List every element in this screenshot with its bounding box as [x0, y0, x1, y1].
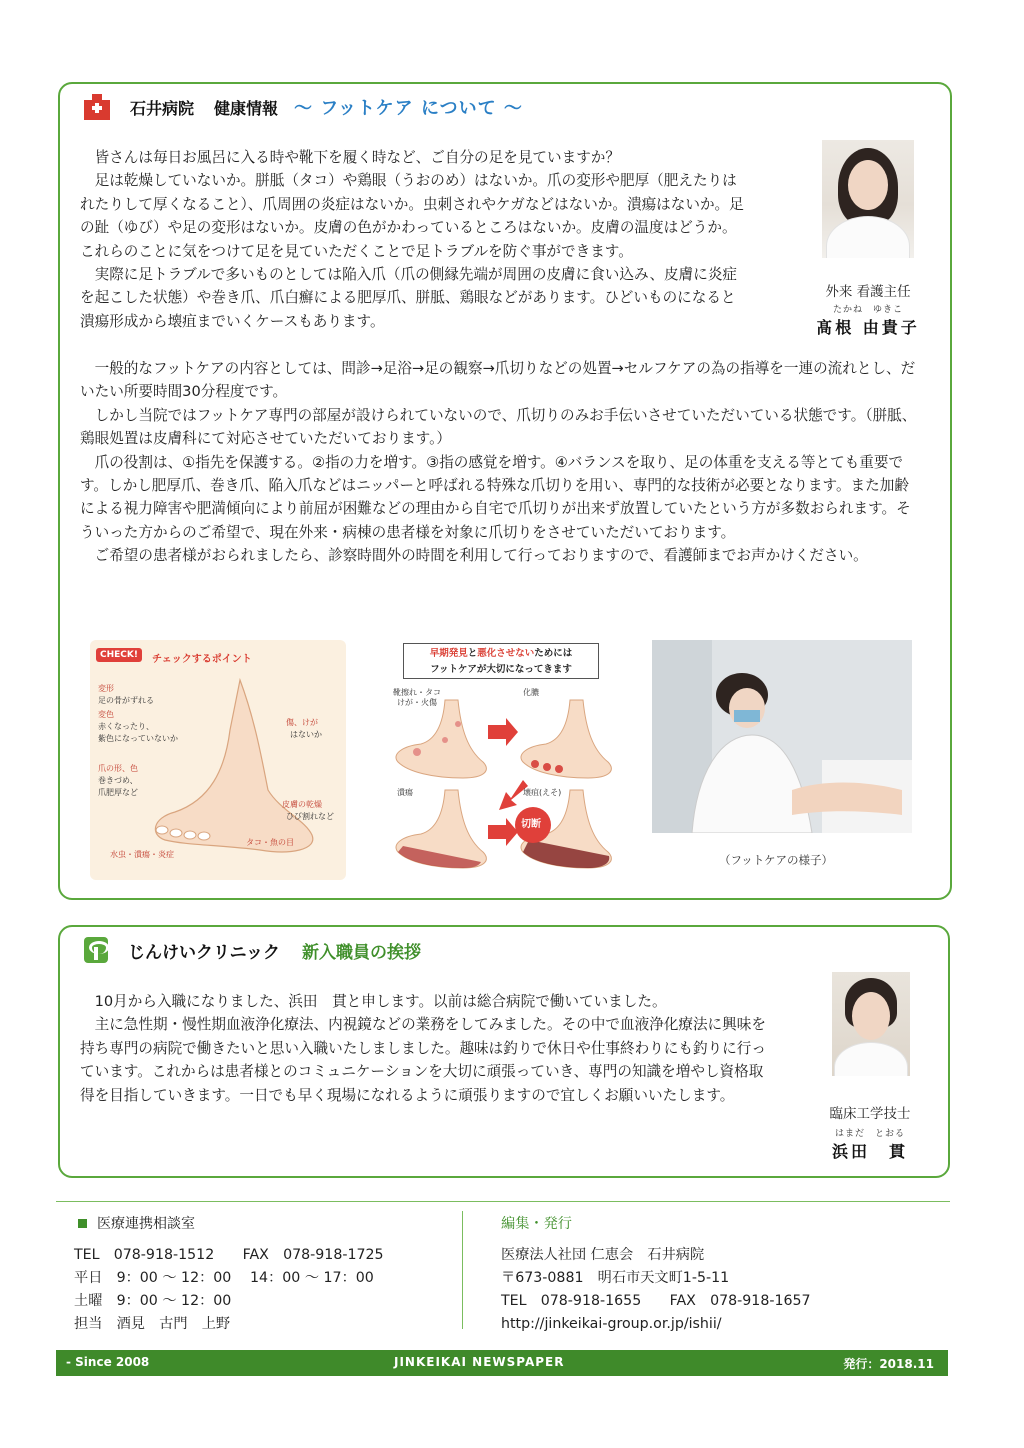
foot-care-text-bottom [80, 357, 920, 568]
publisher-name: 医療法人社団 仁恵会 石井病院 [501, 1247, 705, 1263]
staff-ruby: はまだ とおる [834, 1129, 905, 1139]
paragraph: しかし当院ではフットケア専門の部屋が設けられていないので、爪切りのみお手伝いさせていただいている状態です。（胼胝、鶏眼処置は皮膚科にて対応させていただいております。） [80, 406, 917, 448]
paragraph: 皆さんは毎日お風呂に入る時や靴下を履く時など、ご自分の足を見ていますか？ [94, 149, 620, 166]
foot-progression-illustration [373, 640, 631, 880]
photo-caption: （フットケアの様子） [719, 853, 833, 867]
staff-name: 浜田 貫 [831, 1142, 908, 1161]
label: はないか [290, 730, 322, 739]
label: 巻きづめ、 [98, 776, 138, 785]
check-title: チェックするポイント [152, 654, 252, 665]
publisher-heading: 編集・発行 [501, 1216, 572, 1232]
paragraph: 10月から入職になりました、浜田 貫と申します。以前は総合病院で働いていました。 [94, 993, 667, 1010]
publisher-contact [501, 1244, 811, 1336]
label: 壊疽(えそ) [523, 788, 562, 797]
staff-name: 髙根 由貴子 [816, 318, 920, 337]
label: ひび割れなど [286, 812, 334, 821]
office-contact [74, 1244, 384, 1336]
hospital-icon [84, 94, 110, 120]
paragraph: 一般的なフットケアの内容としては、問診→足浴→足の観察→爪切りなどの処置→セルフケアの為の指導を一連の流れとし、だいたい所要時間30分程度です。 [80, 360, 916, 401]
issue-date: 発行：2018.11 [843, 1357, 934, 1371]
staff-role: 臨床工学技士 [829, 1106, 911, 1122]
foot-care-photo [652, 640, 912, 833]
footer-column-divider [462, 1211, 463, 1329]
progression-banner: 早期発見と悪化させないためには フットケアが大切になってきます [403, 643, 599, 679]
label: 赤くなったり、 [98, 722, 154, 731]
office-staff: 担当 酒見 古門 上野 [74, 1316, 231, 1332]
publisher-address: 〒673-0881 明石市天文町1-5-11 [501, 1270, 730, 1286]
label-deformity: 変形 [98, 684, 114, 693]
label: 爪肥厚など [98, 788, 138, 797]
footer-divider [56, 1201, 950, 1202]
staff-role: 外来 看護主任 [825, 284, 911, 300]
new-staff-header [84, 937, 421, 963]
office-heading: 医療連携相談室 [78, 1213, 195, 1233]
section-topic: ～ フットケア について ～ [294, 98, 523, 119]
newspaper-title: JINKEIKAI NEWSPAPER [394, 1355, 565, 1369]
check-tag: CHECK! [96, 648, 142, 662]
staff-ruby: たかね ゆきこ [832, 305, 903, 315]
label-athletes-foot: 水虫・潰瘍・炎症 [110, 850, 174, 859]
foot-drawing [90, 640, 346, 880]
square-bullet-icon [78, 1219, 87, 1228]
foot-care-header [84, 94, 523, 120]
office-weekday-hours: 平日 9：00 ～ 12：00 14：00 ～ 17：00 [74, 1270, 374, 1286]
since-label: - Since 2008 [66, 1355, 150, 1369]
foot-care-text-top [80, 146, 744, 333]
nurse-caption [812, 280, 924, 338]
section-topic: 新入職員の挨拶 [301, 942, 421, 963]
paragraph: 爪の役割は、①指先を保護する。②指の力を増す。③指の感覚を増す。④バランスを取り、足の体重を支える等とても重要です。しかし肥厚爪、巻き爪、陥入爪などはニッパーと呼ばれる特殊な爪切りを用い、専門的な技術が必要となります。また加齢による視力障害や肥満傾向により前屈が困難などの理由から自宅で爪切りが出来ず放置していたという方が多数おられます。そういった方からのご希望で、現在外来・病棟の患者様を対象に爪切りをさせていただいております。 [80, 453, 911, 541]
engineer-portrait [832, 972, 910, 1076]
office-tel-fax: TEL 078-918-1512 FAX 078-918-1725 [74, 1247, 384, 1263]
label: 足の骨がずれる [98, 696, 154, 705]
newspaper-bar [56, 1350, 948, 1376]
label: けが・火傷 [397, 698, 437, 707]
paragraph: 主に急性期・慢性期血液浄化療法、内視鏡などの業務をしてみました。その中で血液浄化療法に興味を持ち専門の病院で働きたいと思い入職いたしましました。趣味は釣りで休日や仕事終わりにも釣りに行っています。これからは患者様とのコミュニケーションを大切に頑張っていき、専門の知識を増やし資格取得を目指していきます。一日でも早く現場になれるように頑張りますので宜しくお願いいたします。 [80, 1016, 766, 1104]
paragraph: 実際に足トラブルで多いものとしては陥入爪（爪の側縁先端が周囲の皮膚に食い込み、皮膚に炎症を起こした状態）や巻き爪、爪白癬による肥厚爪、胼胝、鶏眼などがあります。ひどいものになると潰瘍形成から壊疽までいくケースもあります。 [80, 266, 738, 330]
label: 靴擦れ・タコ [393, 688, 441, 697]
label-nail: 爪の形、色 [98, 764, 138, 773]
label-corn: タコ・魚の目 [246, 838, 294, 847]
label-discolor: 変色 [98, 710, 114, 719]
publisher-url[interactable]: http://jinkeikai-group.or.jp/ishii/ [501, 1316, 722, 1332]
publisher-tel-fax: TEL 078-918-1655 FAX 078-918-1657 [501, 1293, 811, 1309]
foot-check-illustration [90, 640, 346, 880]
label-amputation: 切断 [521, 819, 541, 830]
paragraph: 足は乾燥していないか。胼胝（タコ）や鶏眼（うおのめ）はないか。爪の変形や肥厚（肥えたりはれたりして厚くなること）、爪周囲の炎症はないか。虫刺されやケガなどはないか。潰瘍はないか。足の趾（ゆび）や足の変形はないか。皮膚の色がかわっているところはないか。皮膚の温度はどうか。これらのことに気をつけて足を見ていただくことで足トラブルを防ぐ事ができます。 [80, 172, 744, 260]
nurse-portrait [822, 140, 914, 258]
label: 潰瘍 [397, 788, 413, 797]
new-staff-text [80, 990, 770, 1107]
section-subtitle: 健康情報 [214, 98, 279, 118]
clinic-logo-icon [84, 937, 108, 963]
label-injury: 傷、けが [286, 718, 318, 727]
clinic-name: じんけいクリニック [128, 942, 280, 963]
progression-drawing [373, 640, 631, 880]
label-dry: 皮膚の乾燥 [282, 800, 322, 809]
paragraph: ご希望の患者様がおられましたら、診察時間外の時間を利用して行っておりますので、看護師までお声かけください。 [94, 547, 868, 565]
label: 紫色になっていないか [98, 734, 178, 743]
hospital-name: 石井病院 [130, 98, 195, 118]
engineer-caption [810, 1102, 930, 1162]
office-saturday-hours: 土曜 9：00 ～ 12：00 [74, 1293, 232, 1309]
label: 化膿 [523, 688, 539, 697]
